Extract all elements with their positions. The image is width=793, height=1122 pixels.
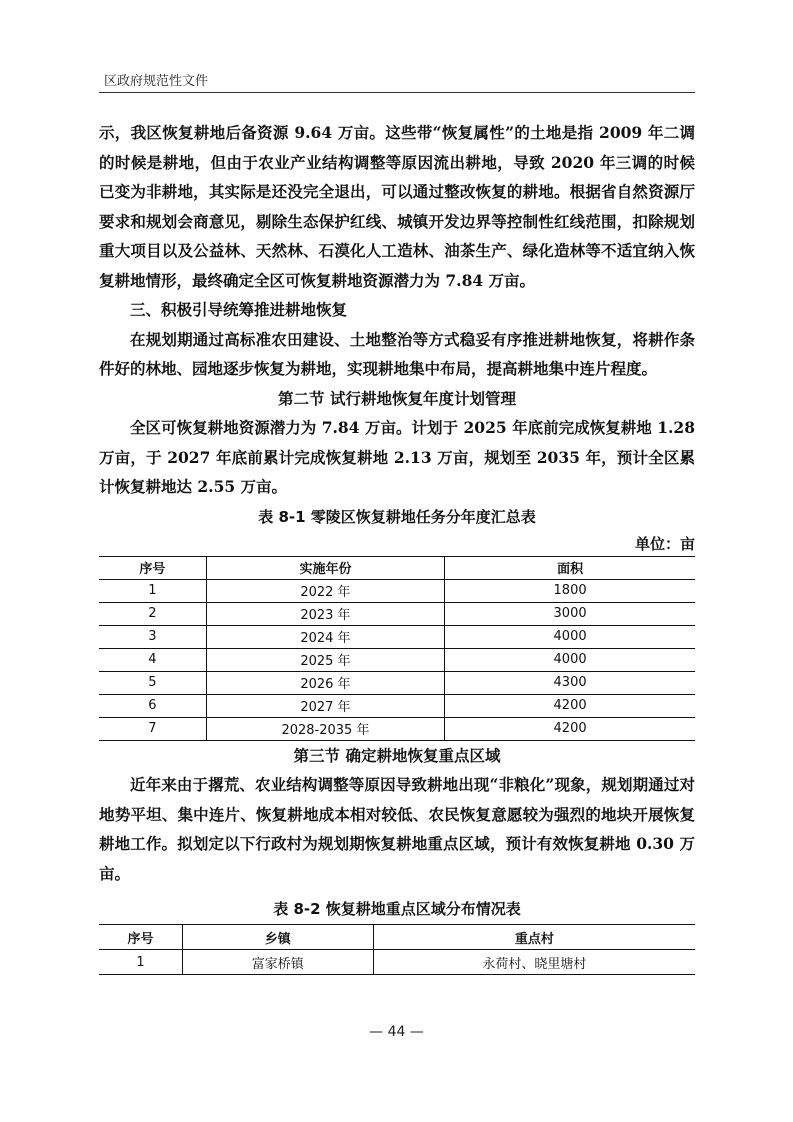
page-content: [99, 118, 695, 975]
cell-index: 3: [99, 625, 206, 648]
cell-key-village: 永荷村、晓里塘村: [373, 950, 695, 975]
cell-index: 6: [99, 694, 206, 717]
table-row: [99, 671, 695, 694]
column-header-index: 序号: [99, 925, 182, 950]
cell-area: 4000: [445, 648, 695, 671]
column-header-year: 实施年份: [206, 556, 444, 579]
column-header-township: 乡镇: [182, 925, 373, 950]
table-row: [99, 694, 695, 717]
body-paragraph-4: 近年来由于撂荒、农业结构调整等原因导致耕地出现“非粮化”现象，规划期通过对地势平坦、集中连片、恢复耕地成本相对较低、农民恢复意愿较为强烈的地块开展恢复耕地工作。拟划定以下行政村为规划期恢复耕地重点区域，预计有效恢复耕地 0.30 万亩。: [99, 775, 695, 883]
subheading-3: 三、积极引导统筹推进耕地恢复: [130, 300, 348, 319]
section-heading-2: 第二节 试行耕地恢复年度计划管理: [278, 388, 516, 408]
column-header-index: 序号: [99, 556, 206, 579]
cell-year: 2027 年: [206, 694, 444, 717]
section-heading-3: 第三节 确定耕地恢复重点区域: [293, 745, 501, 765]
cell-year: 2023 年: [206, 602, 444, 625]
table-row: [99, 625, 695, 648]
cell-index: 4: [99, 648, 206, 671]
cell-index: 5: [99, 671, 206, 694]
cell-index: 1: [99, 579, 206, 602]
table-row: [99, 950, 695, 975]
table-row: [99, 717, 695, 740]
cell-year: 2026 年: [206, 671, 444, 694]
header-divider: [99, 92, 695, 93]
table-1-unit: 单位：亩: [634, 534, 695, 553]
annual-task-table: [99, 556, 695, 741]
cell-year: 2025 年: [206, 648, 444, 671]
page-number: — 44 —: [369, 1024, 424, 1040]
cell-index: 1: [99, 950, 182, 975]
column-header-area: 面积: [445, 556, 695, 579]
table-header-row: [99, 925, 695, 950]
table-row: [99, 602, 695, 625]
cell-area: 1800: [445, 579, 695, 602]
table-1-title: 表 8-1 零陵区恢复耕地任务分年度汇总表: [258, 507, 536, 526]
body-paragraph-3: 全区可恢复耕地资源潜力为 7.84 万亩。计划于 2025 年底前完成恢复耕地 1.28 万亩，于 2027 年底前累计完成恢复耕地 2.13 万亩，规划至 2035 年，预计全区累计恢复耕地达 2.55 万亩。: [99, 418, 695, 496]
table-header-row: [99, 556, 695, 579]
cell-index: 7: [99, 717, 206, 740]
table-row: [99, 579, 695, 602]
cell-year: 2022 年: [206, 579, 444, 602]
cell-year: 2028-2035 年: [206, 717, 444, 740]
key-area-table: [99, 924, 695, 975]
table-row: [99, 648, 695, 671]
cell-year: 2024 年: [206, 625, 444, 648]
cell-area: 4200: [445, 694, 695, 717]
cell-area: 4300: [445, 671, 695, 694]
cell-area: 4200: [445, 717, 695, 740]
document-header-title: 区政府规范性文件: [104, 74, 209, 89]
body-paragraph-1: 示，我区恢复耕地后备资源 9.64 万亩。这些带“恢复属性”的土地是指 2009 年二调的时候是耕地，但由于农业产业结构调整等原因流出耕地，导致 2020 年三调的时候已变为非耕地，其实际是还没完全退出，可以通过整改恢复的耕地。根据省自然资源厅要求和规划会商意见，剔除生态保护红线、城镇开发边界等控制性红线范围，扣除规划重大项目以及公益林、天然林、石漠化人工造林、油茶生产、绿化造林等不适宜纳入恢复耕地情形，最终确定全区可恢复耕地资源潜力为 7.84 万亩。: [99, 123, 695, 290]
column-header-key-village: 重点村: [373, 925, 695, 950]
body-paragraph-2: 在规划期通过高标准农田建设、土地整治等方式稳妥有序推进耕地恢复，将耕作条件好的林地、园地逐步恢复为耕地，实现耕地集中布局，提高耕地集中连片程度。: [99, 329, 695, 378]
cell-area: 3000: [445, 602, 695, 625]
cell-area: 4000: [445, 625, 695, 648]
table-2-title: 表 8-2 恢复耕地重点区域分布情况表: [273, 900, 521, 918]
cell-township: 富家桥镇: [182, 950, 373, 975]
cell-index: 2: [99, 602, 206, 625]
